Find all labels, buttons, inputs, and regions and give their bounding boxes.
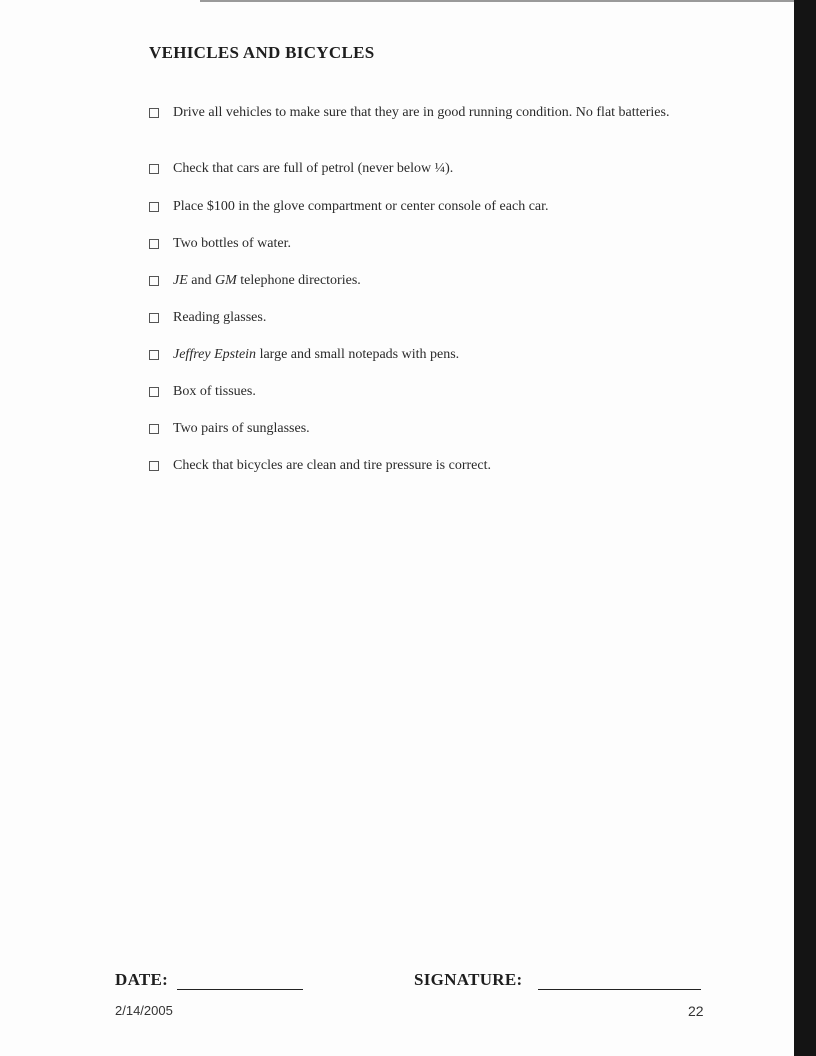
scan-dark-edge bbox=[794, 0, 816, 1056]
italic-initials: JE bbox=[173, 273, 188, 288]
checklist-item-text: Check that bicycles are clean and tire pressure is correct. bbox=[173, 458, 491, 473]
checklist-item-text: Place $100 in the glove compartment or center console of each car. bbox=[173, 199, 549, 214]
checklist-item-text: Check that cars are full of petrol (never below ¼). bbox=[173, 161, 454, 176]
checkbox-icon[interactable] bbox=[149, 350, 159, 360]
checklist-item bbox=[149, 420, 703, 437]
checklist-item-text: Jeffrey Epstein large and small notepads with pens. bbox=[173, 347, 460, 362]
checkbox-icon[interactable] bbox=[149, 461, 159, 471]
scan-top-border bbox=[200, 0, 794, 2]
checklist-item bbox=[149, 198, 703, 215]
checkbox-icon[interactable] bbox=[149, 202, 159, 212]
checklist-item-text: JE and GM telephone directories. bbox=[173, 273, 361, 288]
checklist-item-text: Two bottles of water. bbox=[173, 236, 291, 251]
checklist-item bbox=[149, 383, 703, 400]
signature-label: SIGNATURE: bbox=[414, 970, 523, 989]
checklist-item bbox=[149, 235, 703, 252]
checklist-item-text: Box of tissues. bbox=[173, 384, 256, 399]
page-number: 22 bbox=[688, 1003, 704, 1019]
checkbox-icon[interactable] bbox=[149, 276, 159, 286]
checklist-item bbox=[149, 309, 703, 326]
date-signature-line[interactable] bbox=[177, 989, 303, 990]
checklist-item-text: Two pairs of sunglasses. bbox=[173, 421, 310, 436]
checkbox-icon[interactable] bbox=[149, 108, 159, 118]
italic-initials: GM bbox=[214, 273, 237, 288]
checkbox-icon[interactable] bbox=[149, 424, 159, 434]
checkbox-icon[interactable] bbox=[149, 387, 159, 397]
printed-date: 2/14/2005 bbox=[115, 1003, 173, 1018]
section-title: VEHICLES AND BICYCLES bbox=[149, 43, 375, 62]
checkbox-icon[interactable] bbox=[149, 239, 159, 249]
checklist-item bbox=[149, 104, 703, 121]
checklist-item bbox=[149, 160, 703, 177]
checklist-item-text: Reading glasses. bbox=[173, 310, 267, 325]
checklist-item bbox=[149, 346, 703, 363]
checklist-item bbox=[149, 272, 703, 289]
checkbox-icon[interactable] bbox=[149, 164, 159, 174]
signature-line[interactable] bbox=[538, 989, 701, 990]
checklist-item bbox=[149, 457, 703, 474]
checklist-item-text: Drive all vehicles to make sure that they are in good running condition. No flat batteries. bbox=[173, 105, 670, 120]
italic-name: Jeffrey Epstein bbox=[173, 347, 257, 362]
checkbox-icon[interactable] bbox=[149, 313, 159, 323]
date-label: DATE: bbox=[115, 970, 169, 989]
